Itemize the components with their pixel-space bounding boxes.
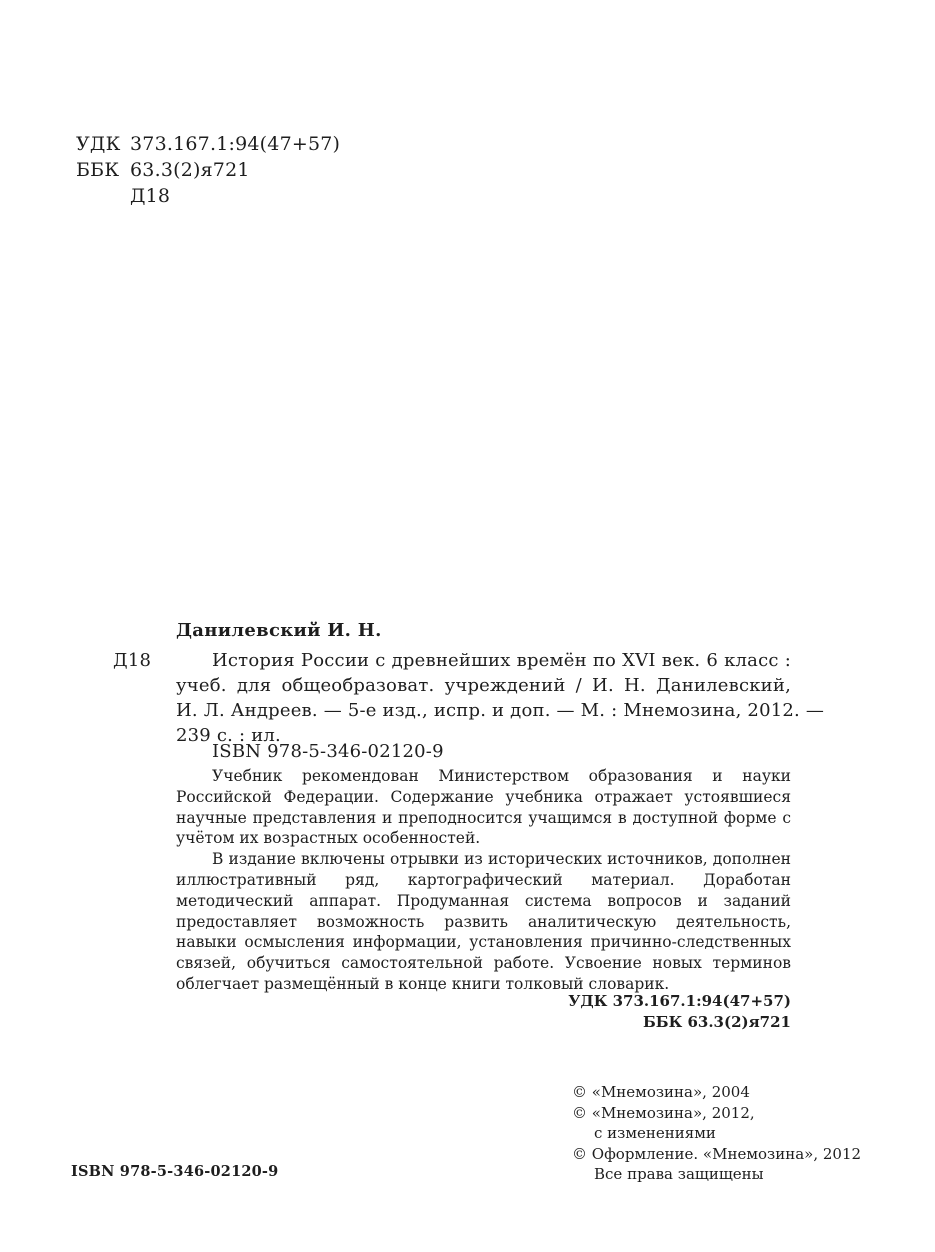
bbk-row	[76, 157, 340, 183]
author-mark-row	[76, 183, 340, 209]
annotation	[176, 766, 791, 995]
isbn-bottom: ISBN 978-5-346-02120-9	[71, 1163, 279, 1180]
record-isbn: ISBN 978-5-346-02120-9	[212, 741, 444, 762]
annotation-paragraph: В издание включены отрывки из исторических источников, дополнен иллюстративный ряд, картографический материал. Доработан методический аппарат. Продуманная система вопросов и заданий предоставляет возможность развить аналитическую деятельность, навыки осмысления информации, установления причинно-следственных связей, обучиться самостоятельной работе. Усвоение новых терминов облегчает размещённый в конце книги толковый словарик.	[176, 850, 791, 993]
record-line: учеб. для общеобразоват. учреждений / И. Н. Данилевский,	[176, 675, 791, 696]
udk-row	[76, 131, 340, 157]
copyright-line: с изменениями	[594, 1124, 716, 1142]
classification-block	[76, 131, 340, 209]
codes-right	[391, 991, 791, 1033]
udk-value: 373.167.1:94(47+57)	[130, 133, 341, 155]
record-line: История России с древнейших времён по XVI век. 6 класс :	[212, 650, 791, 671]
record-line: И. Л. Андреев. — 5-е изд., испр. и доп. — М. : Мнемозина, 2012. —	[176, 700, 825, 721]
record-line: 239 с. : ил.	[176, 725, 281, 746]
udk-label: УДК	[76, 133, 121, 155]
copyright-line: © Оформление. «Мнемозина», 2012	[572, 1144, 862, 1163]
copyright-line: © «Мнемозина», 2004	[572, 1083, 750, 1101]
copyright-block	[572, 1082, 861, 1185]
udk-code-right: УДК 373.167.1:94(47+57)	[568, 992, 791, 1010]
record-description	[176, 648, 825, 748]
copyright-line: © «Мнемозина», 2012,	[572, 1103, 755, 1122]
rights-reserved: Все права защищены	[594, 1165, 764, 1183]
bbk-code-right: ББК 63.3(2)я721	[642, 1013, 791, 1031]
author-mark: Д18	[130, 185, 171, 207]
author-heading: Данилевский И. Н.	[176, 620, 382, 641]
bbk-label: ББК	[76, 159, 120, 181]
annotation-paragraph: Учебник рекомендован Министерством образования и науки Российской Федерации. Содержание учебника отражает устоявшиеся научные представления и преподносится учащимся в доступной форме с учётом их возрастных особенностей.	[176, 767, 791, 848]
record-author-mark: Д18	[113, 650, 152, 671]
bbk-value: 63.3(2)я721	[130, 159, 250, 181]
